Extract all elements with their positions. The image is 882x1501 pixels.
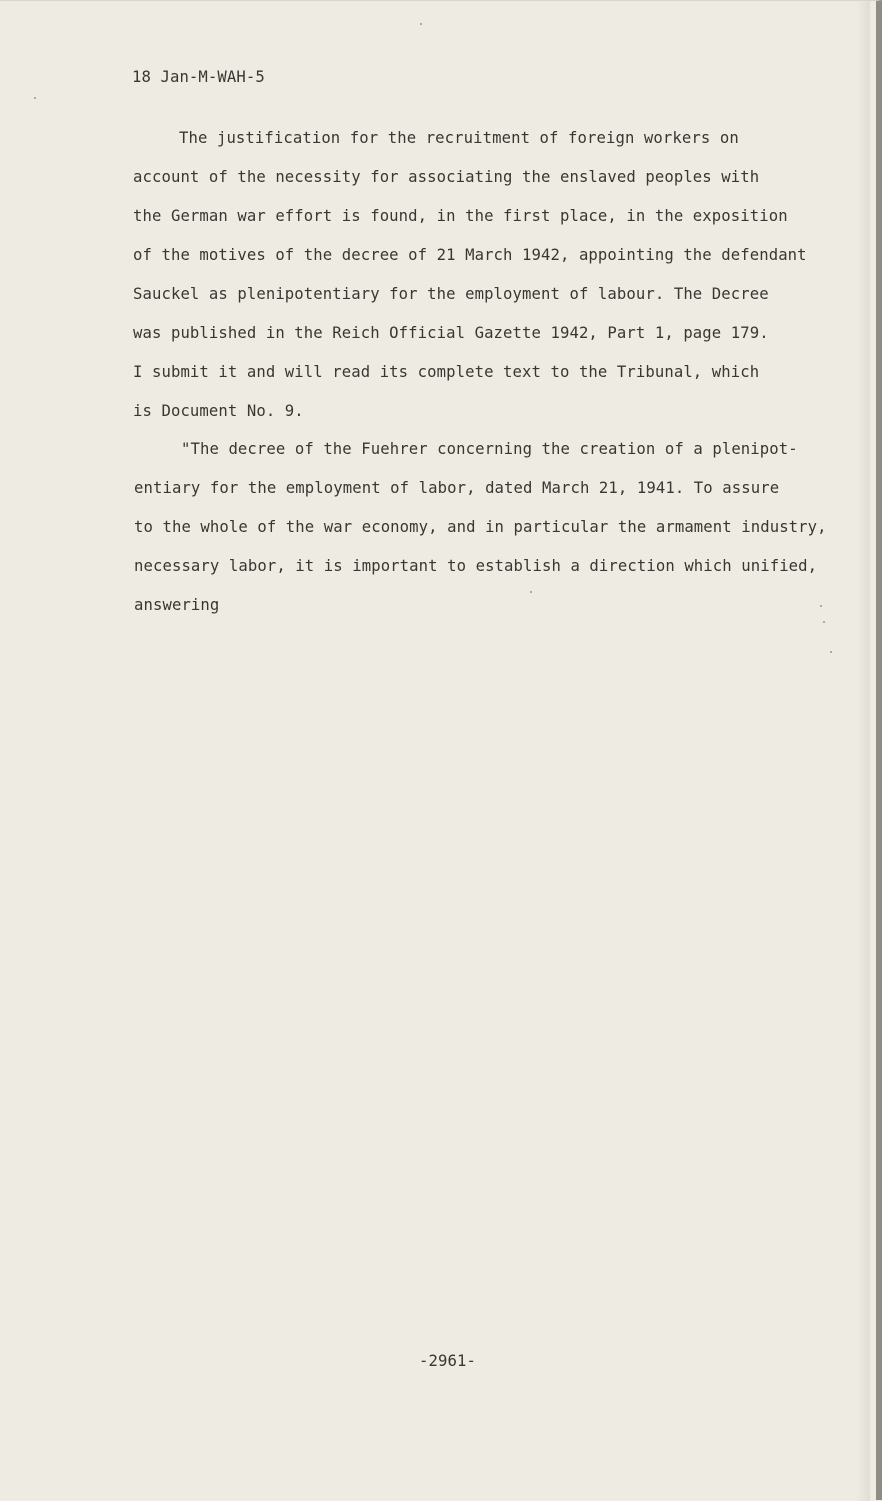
page-number: -2961- <box>419 1352 476 1370</box>
paragraph-line: to the whole of the war economy, and in particular the armament industry, <box>134 518 827 536</box>
page-edge-shadow <box>856 1 870 1501</box>
paper-speck <box>34 97 36 99</box>
paragraph-line: entiary for the employment of labor, dated March 21, 1941. To assure <box>134 479 780 497</box>
document-reference-header: 18 Jan-M-WAH-5 <box>132 68 265 86</box>
paragraph-line: the German war effort is found, in the first place, in the exposition <box>133 207 788 225</box>
paragraph-line: was published in the Reich Official Gazette 1942, Part 1, page 179. <box>133 324 769 342</box>
paragraph-line: Sauckel as plenipotentiary for the employment of labour. The Decree <box>133 285 769 303</box>
paragraph-line: I submit it and will read its complete text to the Tribunal, which <box>133 363 760 381</box>
paper-speck <box>530 591 532 593</box>
paragraph-line: is Document No. 9. <box>133 402 304 420</box>
paragraph-line: "The decree of the Fuehrer concerning the creation of a plenipot- <box>181 440 798 458</box>
paper-speck <box>823 621 825 623</box>
paper-speck <box>820 605 822 607</box>
paragraph-line: necessary labor, it is important to establish a direction which unified, <box>134 557 818 575</box>
paragraph-line: account of the necessity for associating the enslaved peoples with <box>133 168 760 186</box>
paragraph-line: of the motives of the decree of 21 March 1942, appointing the defendant <box>133 246 807 264</box>
paper-speck <box>830 651 832 653</box>
paper-speck <box>420 23 422 25</box>
paragraph-line: The justification for the recruitment of foreign workers on <box>179 129 739 147</box>
paragraph-line: answering <box>134 596 220 614</box>
